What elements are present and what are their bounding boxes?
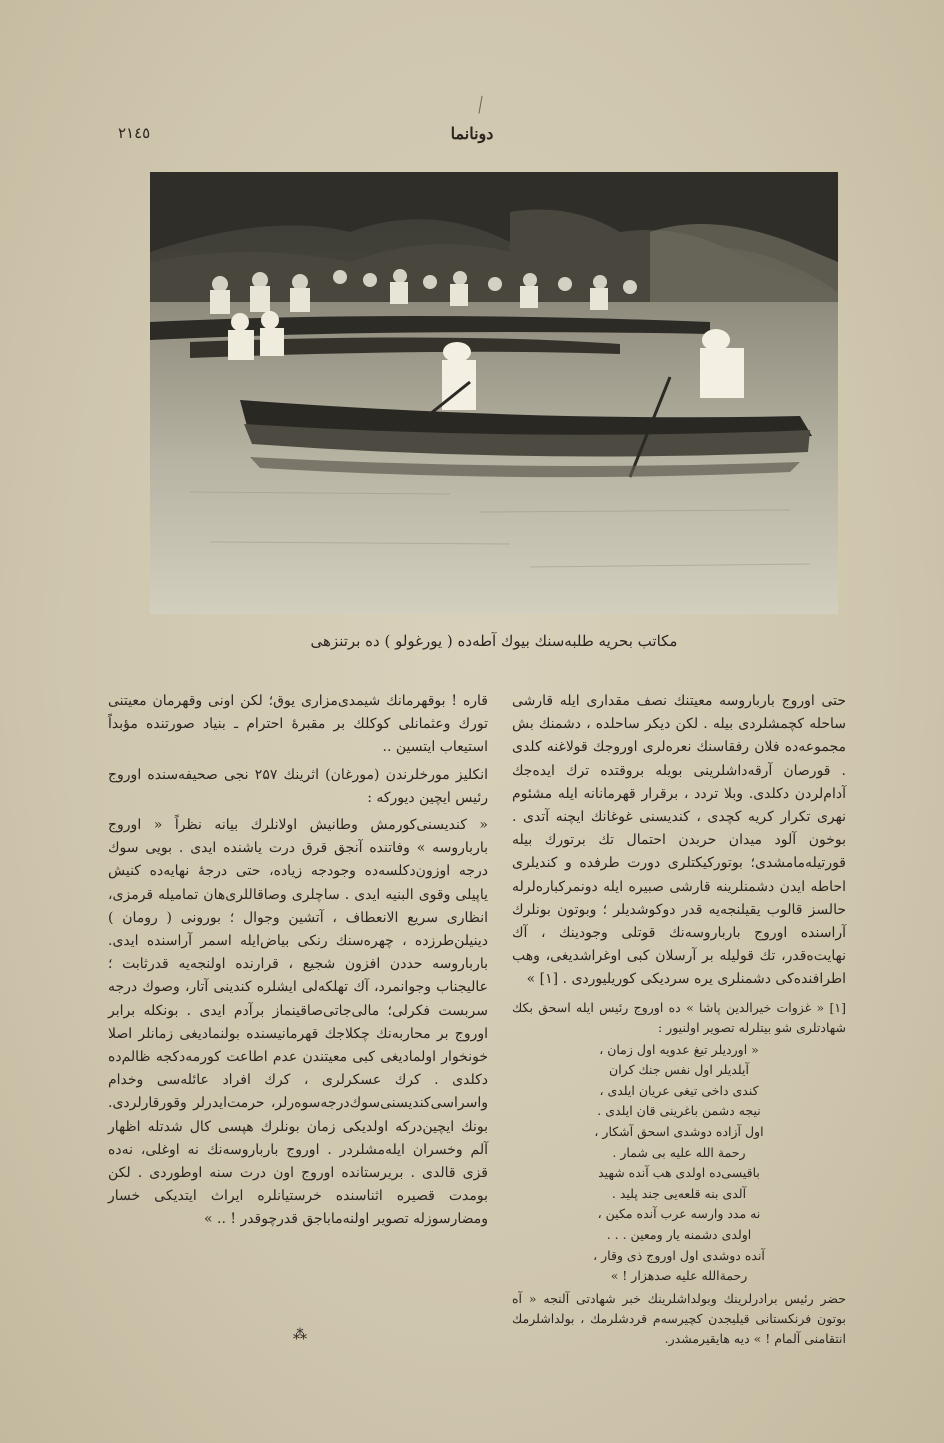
poem-line: کندی داخی تیغی عریان ایلدی ، [599, 1082, 759, 1098]
end-ornament: ⁂ [293, 1327, 307, 1343]
left-paragraph: قاره ! بوقهرمانك شیمدی‌مزاری یوق؛ لکن اونی وقهرمان معیتنی تورك وعثمانلی کوکلك بر مقبرۀ احترام ـ بنیاد صورتنده مؤبداً استیعاب ایتسین .. [108, 693, 488, 756]
closing-paragraph: حضر رئیس برادرلرینك وبولداشلرینك خبر شهادتی آلنجه « آه بوتون فرنکستانی قیلیجدن کچیرسه‌م قردشلرمك ، بولداشلرمك انتقامنی آلمام ! » دیه هایقیرمشدر. [512, 1290, 846, 1346]
ink-smudge [478, 96, 486, 115]
right-paragraph: حتی اوروج باربارو‌سه معیتنك نصف مقداری ایله قارشی ساحله کچمشلردی بیله . لکن دیکر ساحلده ، دشمنك بش مجموعه‌ده فلان رفقاسنك نعره‌لری اوروجك قولاغنه کلدی . قورصان آرقه‌داشلرینی بویله برو‌قتده ترك ایده‌جك آدام‌لردن دکلدی. وبلا تردد ، برقرار قهرمانانه ایله مشئوم نهری تکرار کریه کچدی ، کندیسنی غوغانك ایچنه آتدی . بوخون آلود میدان حربدن احتمال تك برتورك بیله قورتیله‌مامشدی؛ بوتورکیکتلری دورت طرفده و کندیلری احاطه ایدن دشمنلرینه قارشی صبیره ایله دونمرکباره‌لرله حالسز قالوب یقیلنجه‌یه قدر دوکوشدیلر ؛ وبوتون بونلرك آراسنده اوروج بارباروسه‌نك قوتلی وجودینك ، آك نهایت‌ه‌قدر، تك قولیله بر آرسلان کبی اوغراشدیغی، وهب اطرافنده‌کی دشمنلری یره سردیکی کوریلیوردی . [۱] » [512, 693, 846, 988]
poem-line: آنده دوشدی اول اوروج ذی وقار ، [593, 1247, 765, 1263]
poem-line: رحمةالله علیه صدهزار ! » [610, 1268, 748, 1284]
left-column [108, 690, 488, 1236]
poem-line: اولدی دشمنه یار ومعین . . . [606, 1226, 752, 1242]
left-paragraph: « کندیسنی‌کورمش وطانیش اولانلرك بیانه نظراً « اوروج بارباروسه » وفاتنده آنجق قرق درت یاشنده ایدی . بویی سوك درجه اوزون‌دکلسه‌ده وجودجه زیاده، حتی درجۀ نهایه‌ده کنیش یاپیلی وقوی البنیه ایدی . ساچلری وصاقاللری‌هان تمامیله قرمزی، انظاری سریع الانعطاف ، آتشین وجوال ؛ بورونی ( رومان ) دینیلن‌طرزده ، چهره‌سنك رنکی بیاض‌ایله اسمر آراسنده ایدی. بارباروسه حددن افزون شجیع ، قرارنده اولنجه‌یه قدرثابت ؛ عالیجناب وجوانمرد، آك تهلکه‌لی ایشلره کندینی آتار، وصوك درجه سربست فکرلی؛ مالی‌جاتی‌صاقینماز برآدم ایدی . بونکله برابر اوروج بر محاربه‌نك چکلاجك قهرمانیسنده بولنمادیغی زمانلر اصلا خونخوار اولمادیغی کبی معیتندن عدم اطاعت کورمه‌دکجه ظالم‌ده دکلدی . کرك عسکرلری ، کرك افراد عائله‌سی وخدام واسراسی‌کندیسنی‌سوك‌درجه‌سوه‌رلر، حرمت‌ایدرلر وقورقارلردی. بونك ایچین‌درکه اولدیکی زمان بونلرك هپسی کال شدتله اظهار آلم وخسران ایله‌مشلردر . اوروج بارباروسه‌نك نه اوغلی، نه‌ده قزی قالدی . بریرستانده اوروج اون درت سنه اوطوردی . لکن بومدت قصیره اثناسنده خرستیانلره ایراث ایتدیکی خسار ومضارسوزله تصویر اولنه‌ماباجق قدرچوقدر ! .. » [108, 817, 488, 1228]
poem [512, 1040, 846, 1287]
poem-line: رحمة الله علیه بی شمار . [612, 1144, 746, 1160]
rowing-boats-photo [150, 172, 838, 614]
poem-line: باقیسی‌ده اولدی هب آنده شهید [598, 1165, 760, 1181]
poem-line: نه مدد وارسه عرب آنده مکین ، [597, 1206, 761, 1222]
footnote: [۱] « غزوات خیرالدین پاشا » ده اوروج رئیس ایله اسحق بکك شهادتلری شو بیتلرله تصویر اولنیور : [512, 999, 846, 1035]
photo-illustration [150, 172, 838, 614]
photo-caption: مکاتب بحریه طلبه‌سنك بیوك آطه‌ده ( یورغولو ) ده برتنزهی [310, 632, 678, 650]
journal-title: دونانما [450, 124, 494, 143]
poem-line: آلدی بنه قلعه‌یی جند پلید . [611, 1185, 747, 1201]
left-paragraph: انکلیز مورخلرندن (مورغان) اثرینك ۲۵۷ نجی صحیفه‌سنده اوروج رئیس ایچین دیورکه : [108, 766, 488, 806]
poem-line: « اوردیلر تیغ عدویه اول زمان ، [599, 1041, 759, 1057]
page-number: ۲۱٤٥ [118, 124, 151, 142]
poem-line: نیجه دشمن باغرینی قان ایلدی . [597, 1103, 761, 1119]
poem-line: اول آزاده دوشدی اسحق آشکار ، [594, 1124, 764, 1140]
right-column [512, 690, 846, 1349]
poem-line: آیلدیلر اول نفس جنك کران [609, 1062, 749, 1078]
